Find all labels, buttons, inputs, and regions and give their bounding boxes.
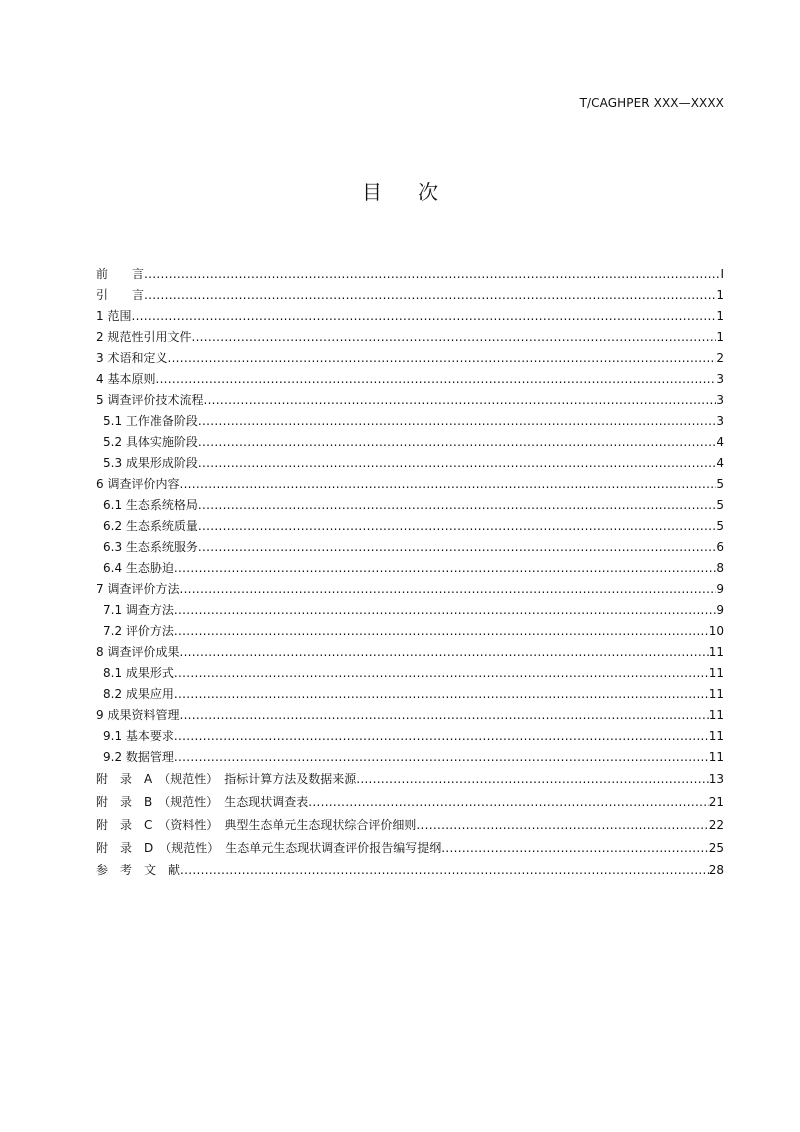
toc-entry-page-number: 11 bbox=[708, 729, 724, 743]
toc-dot-leader bbox=[144, 264, 720, 285]
toc-dot-leader bbox=[155, 369, 716, 390]
toc-entry-label: 6 调查评价内容 bbox=[96, 477, 180, 491]
toc-entry-page-number: 21 bbox=[708, 795, 724, 809]
toc-entry-label: 6.2 生态系统质量 bbox=[103, 519, 198, 533]
toc-dot-leader bbox=[131, 306, 716, 327]
toc-dot-leader bbox=[191, 327, 716, 348]
toc-entry-label: 6.1 生态系统格局 bbox=[103, 498, 198, 512]
toc-entry-page-number: 28 bbox=[708, 863, 724, 877]
toc-dot-leader bbox=[174, 747, 709, 768]
toc-dot-leader bbox=[144, 285, 716, 306]
toc-entry-page-number: 11 bbox=[708, 687, 724, 701]
toc-entry-label: 8.2 成果应用 bbox=[103, 687, 174, 701]
toc-entry-label: 7.2 评价方法 bbox=[103, 624, 174, 638]
toc-entry-page-number: 11 bbox=[708, 708, 724, 722]
toc-entry-page-number: 1 bbox=[716, 309, 724, 323]
toc-dot-leader bbox=[174, 684, 709, 705]
toc-dot-leader bbox=[167, 348, 716, 369]
toc-dot-leader bbox=[174, 600, 716, 621]
toc-dot-leader bbox=[416, 814, 708, 837]
toc-dot-leader bbox=[198, 453, 716, 474]
toc-entry[interactable] bbox=[96, 411, 724, 432]
toc-dot-leader bbox=[356, 768, 709, 791]
toc-entry[interactable] bbox=[96, 537, 724, 558]
toc-entry[interactable] bbox=[96, 348, 724, 369]
toc-dot-leader bbox=[174, 558, 716, 579]
toc-entry-page-number: 5 bbox=[716, 519, 724, 533]
toc-entry-page-number: 11 bbox=[708, 666, 724, 680]
toc-entry-label: 7.1 调查方法 bbox=[103, 603, 174, 617]
toc-entry-page-number: 3 bbox=[716, 393, 724, 407]
toc-entry[interactable] bbox=[96, 579, 724, 600]
toc-dot-leader bbox=[198, 537, 716, 558]
toc-entry-page-number: 25 bbox=[708, 841, 724, 855]
document-code: T/CAGHPER XXX—XXXX bbox=[579, 96, 724, 110]
toc-entry-page-number: 4 bbox=[716, 456, 724, 470]
toc-dot-leader bbox=[179, 705, 708, 726]
toc-entry-page-number: 8 bbox=[716, 561, 724, 575]
toc-dot-leader bbox=[198, 516, 716, 537]
toc-entry-page-number: 1 bbox=[716, 288, 724, 302]
toc-dot-leader bbox=[174, 726, 709, 747]
toc-entry-label: 5 调查评价技术流程 bbox=[96, 393, 204, 407]
toc-entry-label: 附 录 B （规范性） 生态现状调查表 bbox=[96, 795, 309, 809]
toc-entry[interactable] bbox=[96, 791, 724, 814]
toc-dot-leader bbox=[198, 495, 716, 516]
toc-entry-page-number: 6 bbox=[716, 540, 724, 554]
toc-entry-label: 1 范围 bbox=[96, 309, 132, 323]
toc-entry[interactable] bbox=[96, 837, 724, 860]
toc-entry-page-number: 3 bbox=[716, 372, 724, 386]
toc-entry[interactable] bbox=[96, 432, 724, 453]
toc-entry-label: 引 言 bbox=[96, 288, 145, 302]
toc-entry-page-number: 4 bbox=[716, 435, 724, 449]
toc-entry[interactable] bbox=[96, 369, 724, 390]
toc-entry-label: 5.1 工作准备阶段 bbox=[103, 414, 198, 428]
toc-entry-label: 附 录 C （资料性） 典型生态单元生态现状综合评价细则 bbox=[96, 818, 417, 832]
toc-dot-leader bbox=[179, 474, 716, 495]
toc-entry[interactable] bbox=[96, 600, 724, 621]
toc-entry-page-number: 9 bbox=[716, 582, 724, 596]
toc-entry-page-number: 2 bbox=[716, 351, 724, 365]
toc-entry-page-number: I bbox=[720, 267, 724, 281]
toc-dot-leader bbox=[441, 837, 708, 860]
page-title: 目次 bbox=[362, 180, 474, 204]
toc-entry[interactable] bbox=[96, 558, 724, 579]
toc-entry-page-number: 3 bbox=[716, 414, 724, 428]
toc-dot-leader bbox=[179, 642, 708, 663]
toc-entry-label: 前 言 bbox=[96, 267, 145, 281]
toc-entry[interactable] bbox=[96, 306, 724, 327]
toc-entry-label: 9.2 数据管理 bbox=[103, 750, 174, 764]
toc-entry-page-number: 9 bbox=[716, 603, 724, 617]
toc-entry-label: 附 录 D （规范性） 生态单元生态现状调查评价报告编写提纲 bbox=[96, 841, 442, 855]
toc-entry-label: 7 调查评价方法 bbox=[96, 582, 180, 596]
toc-entry-label: 2 规范性引用文件 bbox=[96, 330, 192, 344]
toc-entry[interactable] bbox=[96, 621, 724, 642]
toc-entry-label: 8 调查评价成果 bbox=[96, 645, 180, 659]
toc-entry-label: 6.4 生态胁迫 bbox=[103, 561, 174, 575]
toc-entry-page-number: 5 bbox=[716, 498, 724, 512]
toc-dot-leader bbox=[203, 390, 716, 411]
toc-entry[interactable] bbox=[96, 768, 724, 791]
toc-entry-label: 5.3 成果形成阶段 bbox=[103, 456, 198, 470]
toc-entry-label: 5.2 具体实施阶段 bbox=[103, 435, 198, 449]
toc-entry-label: 9.1 基本要求 bbox=[103, 729, 174, 743]
toc-entry[interactable] bbox=[96, 726, 724, 747]
toc-entry-label: 4 基本原则 bbox=[96, 372, 156, 386]
toc-entry-label: 附 录 A （规范性） 指标计算方法及数据来源 bbox=[96, 772, 357, 786]
toc-entry[interactable] bbox=[96, 642, 724, 663]
toc-entry-page-number: 1 bbox=[716, 330, 724, 344]
toc-entry-page-number: 5 bbox=[716, 477, 724, 491]
toc-dot-leader bbox=[174, 663, 709, 684]
toc-entry[interactable] bbox=[96, 663, 724, 684]
toc-entry[interactable] bbox=[96, 474, 724, 495]
toc-dot-leader bbox=[179, 579, 716, 600]
toc-entry-page-number: 10 bbox=[708, 624, 724, 638]
toc-entry[interactable] bbox=[96, 860, 724, 881]
toc-entry[interactable] bbox=[96, 705, 724, 726]
toc-entry[interactable] bbox=[96, 264, 724, 285]
toc-entry-label: 3 术语和定义 bbox=[96, 351, 168, 365]
toc-entry[interactable] bbox=[96, 814, 724, 837]
toc-entry-page-number: 22 bbox=[708, 818, 724, 832]
toc-entry-label: 参 考 文 献 bbox=[96, 863, 181, 877]
table-of-contents bbox=[96, 264, 724, 881]
toc-entry[interactable] bbox=[96, 684, 724, 705]
toc-entry-page-number: 11 bbox=[708, 750, 724, 764]
toc-dot-leader bbox=[308, 791, 708, 814]
toc-dot-leader bbox=[174, 621, 709, 642]
toc-entry-label: 9 成果资料管理 bbox=[96, 708, 180, 722]
toc-entry[interactable] bbox=[96, 516, 724, 537]
toc-entry-label: 6.3 生态系统服务 bbox=[103, 540, 198, 554]
toc-entry[interactable] bbox=[96, 285, 724, 306]
toc-entry-page-number: 13 bbox=[708, 772, 724, 786]
toc-entry-page-number: 11 bbox=[708, 645, 724, 659]
toc-dot-leader bbox=[180, 860, 709, 881]
toc-entry[interactable] bbox=[96, 495, 724, 516]
toc-entry[interactable] bbox=[96, 327, 724, 348]
toc-dot-leader bbox=[198, 411, 716, 432]
toc-entry[interactable] bbox=[96, 747, 724, 768]
toc-dot-leader bbox=[198, 432, 716, 453]
toc-entry[interactable] bbox=[96, 453, 724, 474]
toc-entry-label: 8.1 成果形式 bbox=[103, 666, 174, 680]
toc-entry[interactable] bbox=[96, 390, 724, 411]
